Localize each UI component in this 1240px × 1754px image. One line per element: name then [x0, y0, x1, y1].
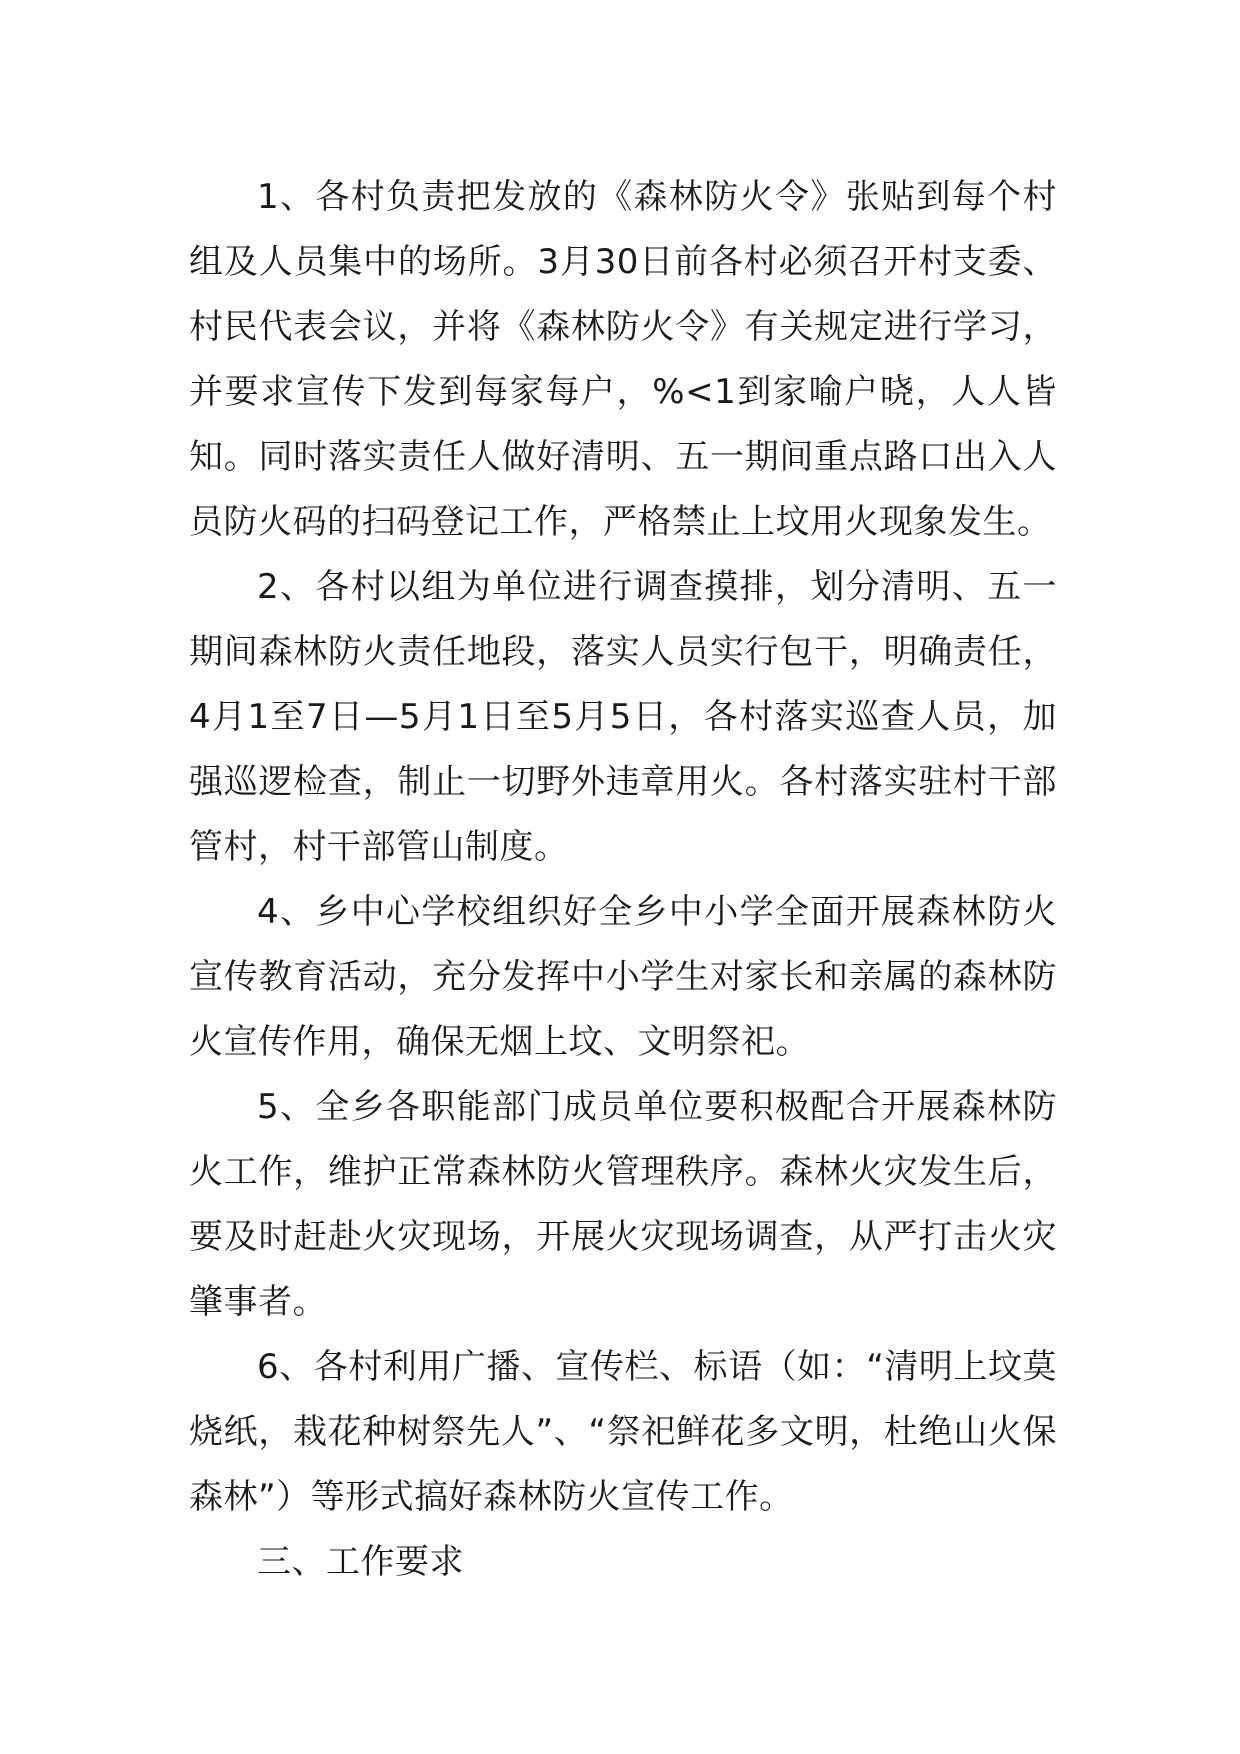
paragraph-item-5: 5、全乡各职能部门成员单位要积极配合开展森林防火工作，维护正常森林防火管理秩序。森林火灾发生后，要及时赶赴火灾现场，开展火灾现场调查，从严打击火灾肇事者。	[189, 1087, 1057, 1322]
document-body	[189, 165, 1057, 1595]
paragraph-item-2: 2、各村以组为单位进行调查摸排，划分清明、五一期间森林防火责任地段，落实人员实行包干，明确责任，4月1至7日—5月1日至5月5日，各村落实巡查人员，加强巡逻检查，制止一切野外违章用火。各村落实驻村干部管村，村干部管山制度。	[189, 567, 1057, 867]
paragraph-item-1: 1、各村负责把发放的《森林防火令》张贴到每个村组及人员集中的场所。3月30日前各村必须召开村支委、村民代表会议，并将《森林防火令》有关规定进行学习，并要求宣传下发到每家每户，%<1到家喻户晓，人人皆知。同时落实责任人做好清明、五一期间重点路口出入人员防火码的扫码登记工作，严格禁止上坟用火现象发生。	[189, 177, 1057, 542]
paragraph-item-4: 4、乡中心学校组织好全乡中小学全面开展森林防火宣传教育活动，充分发挥中小学生对家长和亲属的森林防火宣传作用，确保无烟上坟、文明祭祀。	[189, 892, 1057, 1062]
paragraph-item-6: 6、各村利用广播、宣传栏、标语（如：“清明上坟莫烧纸，栽花种树祭先人”、“祭祀鲜花多文明，杜绝山火保森林”）等形式搞好森林防火宣传工作。	[189, 1347, 1057, 1517]
section-heading: 三、工作要求	[257, 1542, 464, 1582]
